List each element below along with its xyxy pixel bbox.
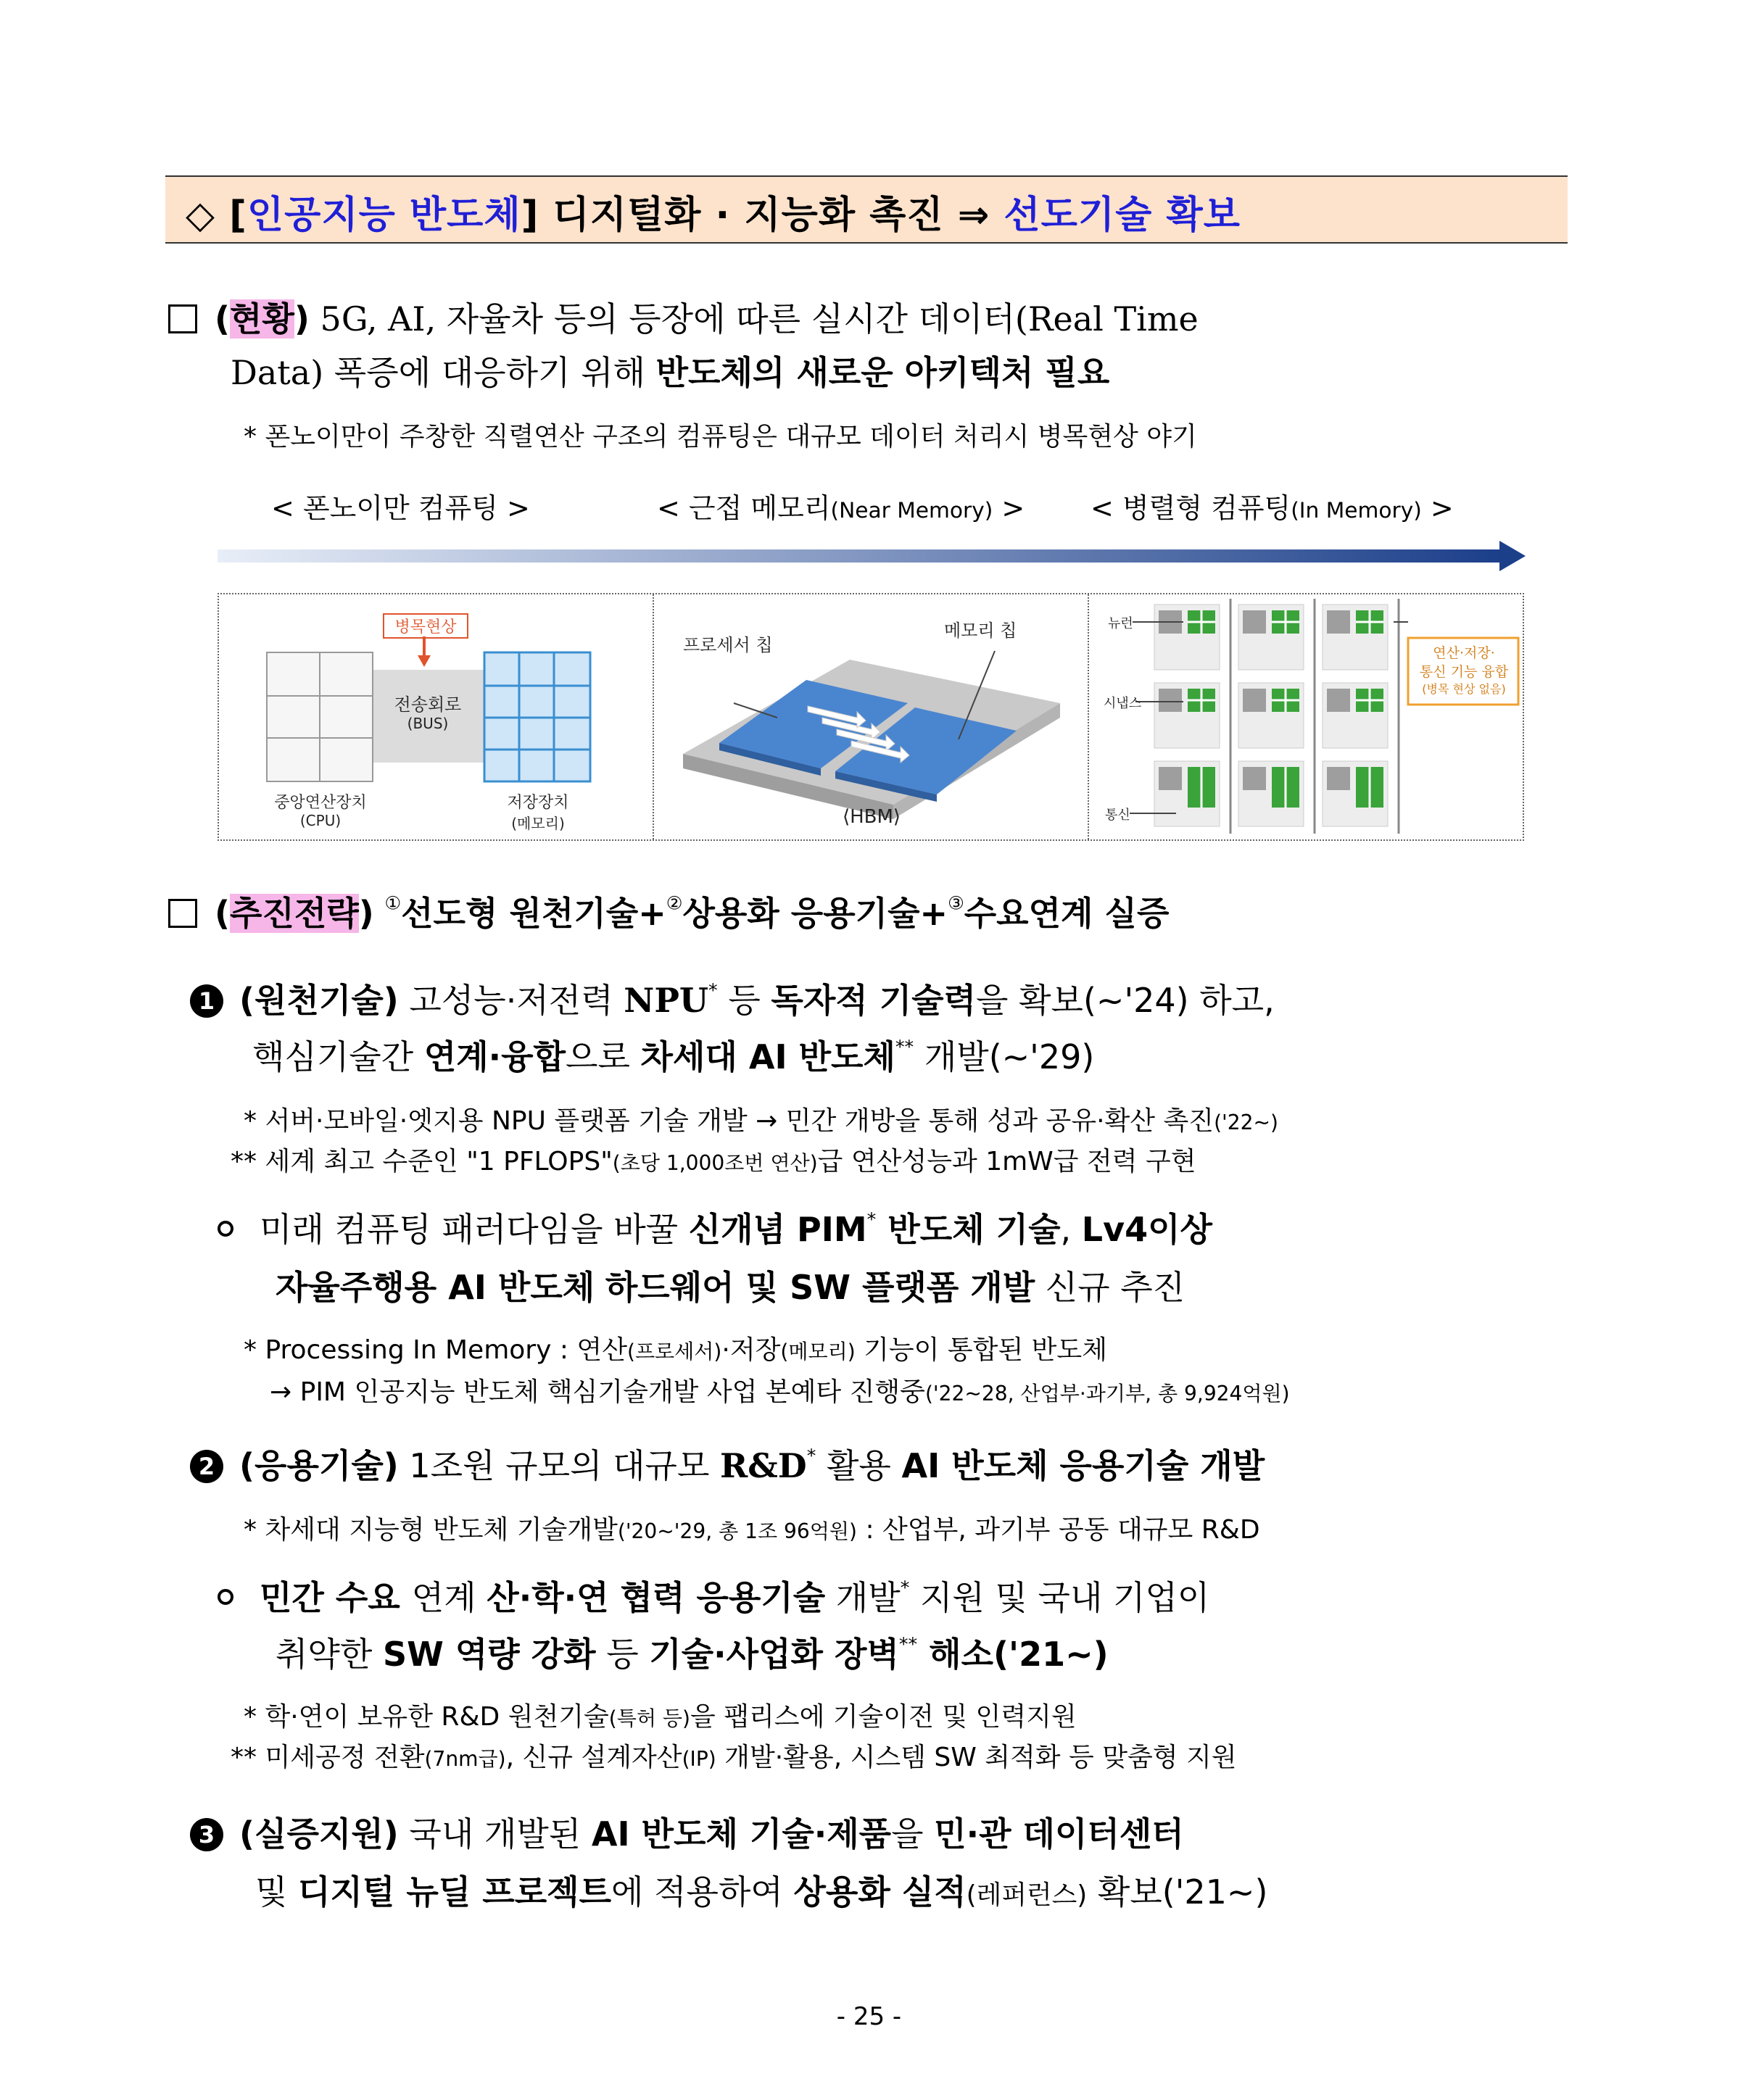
item1-line-1: 1 (원천기술) 고성능·저전력 NPU* 등 독자적 기술력을 확보(~'24) 하고, xyxy=(190,974,1275,1022)
title-topic: 인공지능 반도체 xyxy=(247,194,521,237)
memory-label-ko: 저장장치 xyxy=(507,794,569,812)
cpu-label-ko: 중앙연산장치 xyxy=(274,794,367,812)
section-title: ◇ [인공지능 반도체] 디지털화 · 지능화 촉진 ⇒ 선도기술 확보 xyxy=(186,194,1241,237)
neuromorphic-grid-diagram xyxy=(1089,594,1523,839)
status-line-1: (현황) 5G, AI, 자율차 등의 등장에 따른 실시간 데이터(Real Time xyxy=(168,293,1199,341)
computing-architecture-figure xyxy=(218,593,1524,841)
stage-label-near-memory: < 근접 메모리(Near Memory) > xyxy=(657,492,1025,524)
checkbox-square-icon xyxy=(168,304,197,333)
item3-line-2: 및 디지털 뉴딜 프로젝트에 적용하여 상용화 실적(레퍼런스) 확보('21~) xyxy=(255,1872,1268,1912)
hbm-label: ⟨HBM⟩ xyxy=(842,806,901,828)
bottleneck-label: 병목현상 xyxy=(383,613,468,639)
item1-line-2: 핵심기술간 연계·융합으로 차세대 AI 반도체** 개발(~'29) xyxy=(252,1036,1095,1076)
item1-note-2: ** 세계 최고 수준인 "1 PFLOPS"(초당 1,000조번 연산)급 연산성능과 1mW급 전력 구현 xyxy=(231,1147,1196,1176)
cpu-label-en: (CPU) xyxy=(299,812,342,829)
item3-line-1: 3 (실증지원) 국내 개발된 AI 반도체 기술·제품을 민·관 데이터센터 xyxy=(190,1808,1184,1856)
item1-sub-note-2: → PIM 인공지능 반도체 핵심기술개발 사업 본예타 진행중('22~28, 산업부·과기부, 총 9,924억원) xyxy=(270,1377,1290,1407)
communication-label: 통신 xyxy=(1105,808,1130,823)
processor-chip-label: 프로세서 칩 xyxy=(683,635,773,655)
stage-label-von-neumann: < 폰노이만 컴퓨팅 > xyxy=(271,492,530,524)
item2-sub-line-2: 취약한 SW 역량 강화 등 기술·사업화 장벽** 해소('21~) xyxy=(276,1633,1109,1674)
checkbox-square-icon xyxy=(168,899,197,928)
diamond-icon: ◇ xyxy=(186,194,215,237)
memory-label-en: (메모리) xyxy=(511,815,565,832)
item2-sub-note-1: * 학·연이 보유한 R&D 원천기술(특허 등)을 팹리스에 기술이전 및 인력지원 xyxy=(244,1702,1077,1732)
item1-sub-note-1: * Processing In Memory : 연산(프로세서)·저장(메모리) 기능이 통합된 반도체 xyxy=(244,1335,1107,1365)
synapse-label: 시냅스 xyxy=(1104,696,1142,711)
bullet-circle-icon xyxy=(218,1589,233,1605)
item2-note-1: * 차세대 지능형 반도체 기술개발('20~'29, 총 1조 96억원) : 산업부, 과기부 공동 대규모 R&D xyxy=(244,1515,1260,1545)
number-badge-1: 1 xyxy=(190,984,223,1018)
neuron-label: 뉴런 xyxy=(1108,616,1133,631)
item1-note-1: * 서버·모바일·엣지용 NPU 플랫폼 기술 개발 → 민간 개방을 통해 성과 공유·확산 촉진('22~) xyxy=(244,1106,1278,1136)
bullet-circle-icon xyxy=(218,1221,233,1237)
strategy-line: (추진전략) ①선도형 원천기술+②상용화 응용기술+③수요연계 실증 xyxy=(168,887,1169,935)
page-number: - 25 - xyxy=(836,2002,902,2031)
item2-line-1: 2 (응용기술) 1조원 규모의 대규모 R&D* 활용 AI 반도체 응용기술 개발 xyxy=(190,1440,1265,1487)
memory-chip-label: 메모리 칩 xyxy=(944,621,1017,641)
item1-sub-line-1: 미래 컴퓨팅 패러다임을 바꿀 신개념 PIM* 반도체 기술, Lv4이상 xyxy=(218,1203,1212,1251)
in-memory-panel xyxy=(1089,594,1523,839)
item1-sub-line-2: 자율주행용 AI 반도체 하드웨어 및 SW 플랫폼 개발 신규 추진 xyxy=(276,1268,1185,1307)
number-badge-3: 3 xyxy=(190,1818,223,1851)
bus-label-en: (BUS) xyxy=(407,715,449,732)
title-goal: 선도기술 확보 xyxy=(990,194,1241,237)
number-badge-2: 2 xyxy=(190,1450,223,1483)
item2-sub-line-1: 민간 수요 연계 산·학·연 협력 응용기술 개발* 지원 및 국내 기업이 xyxy=(218,1572,1209,1619)
status-line-2: Data) 폭증에 대응하기 위해 반도체의 새로운 아키텍처 필요 xyxy=(231,353,1110,392)
progress-arrow xyxy=(218,538,1526,574)
status-label: 현황 xyxy=(230,299,294,339)
item2-sub-note-2: ** 미세공정 전환(7nm급), 신규 설계자산(IP) 개발·활용, 시스템 SW 최적화 등 맞춤형 지원 xyxy=(231,1743,1237,1772)
von-neumann-panel xyxy=(219,594,654,839)
bus-label-ko: 전송회로 xyxy=(394,694,462,715)
status-note: * 폰노이만이 주창한 직렬연산 구조의 컴퓨팅은 대규모 데이터 처리시 병목현상 야기 xyxy=(244,422,1197,452)
stage-label-in-memory: < 병렬형 컴퓨팅(In Memory) > xyxy=(1091,492,1454,524)
strategy-label: 추진전략 xyxy=(230,894,359,933)
arrow-icon: ⇒ xyxy=(957,194,990,237)
fusion-label-1: 연산·저장· xyxy=(1433,645,1495,661)
fusion-label-2: 통신 기능 융합 xyxy=(1419,664,1509,680)
fusion-label-3: (병목 현상 없음) xyxy=(1422,682,1506,696)
hbm-panel xyxy=(654,594,1089,839)
